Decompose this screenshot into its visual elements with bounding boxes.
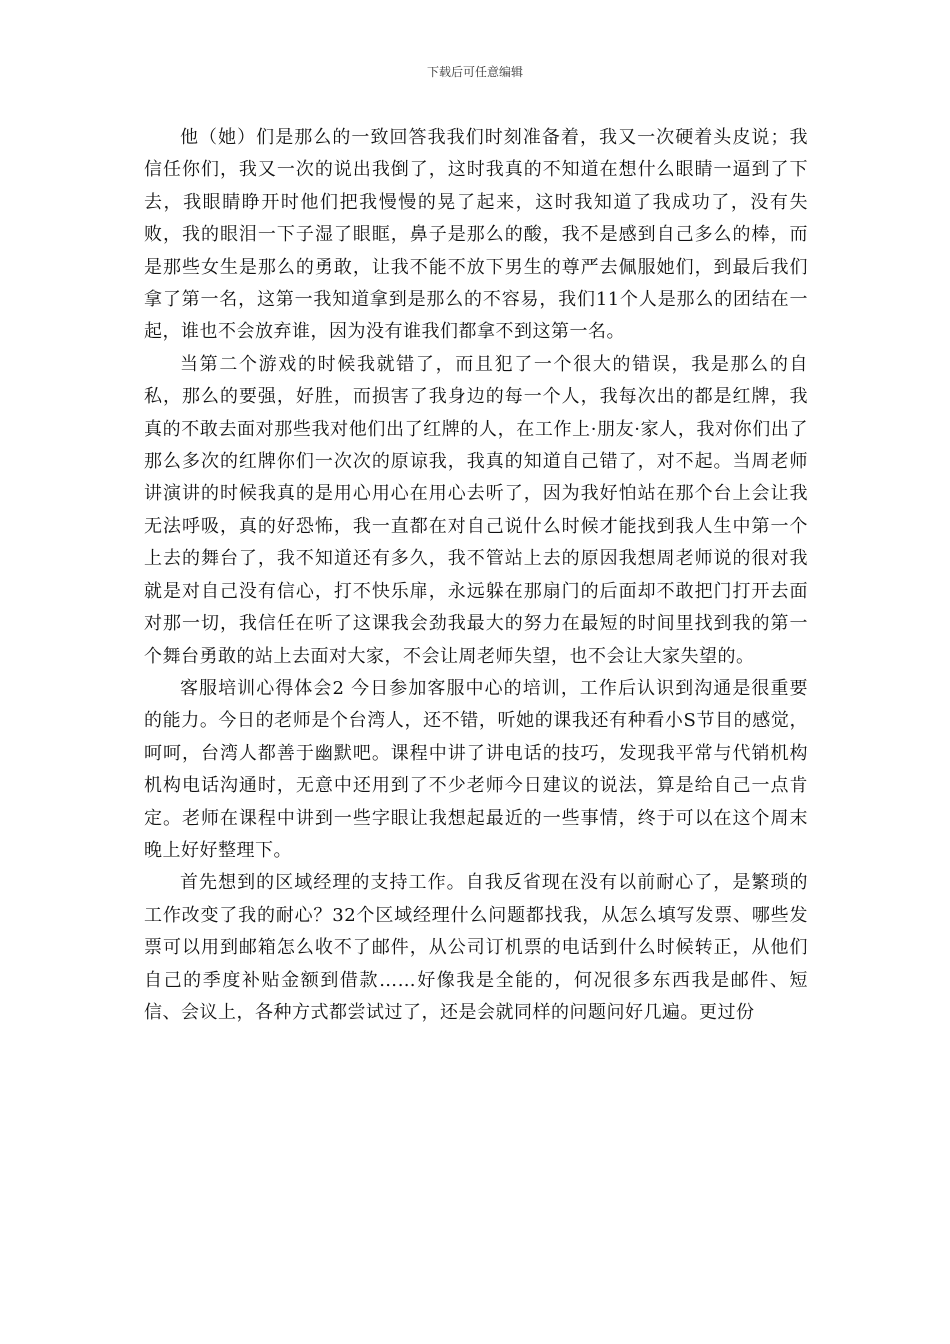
- document-body: [144, 122, 808, 1029]
- paragraph: 客服培训心得体会2 今日参加客服中心的培训，工作后认识到沟通是很重要的能力。今日的老师是个台湾人，还不错，听她的课我还有种看小S节目的感觉，呵呵，台湾人都善于幽默吧。课程中讲了讲电话的技巧，发现我平常与代销机构机构电话沟通时，无意中还用到了不少老师今日建议的说法，算是给自己一点肯定。老师在课程中讲到一些字眼让我想起最近的一些事情，终于可以在这个周末晚上好好整理下。: [144, 677, 808, 861]
- paragraph: 他（她）们是那么的一致回答我我们时刻准备着，我又一次硬着头皮说；我信任你们，我又一次的说出我倒了，这时我真的不知道在想什么眼睛一逼到了下去，我眼睛睁开时他们把我慢慢的晃了起来，这时我知道了我成功了，没有失败，我的眼泪一下子湿了眼眶，鼻子是那么的酸，我不是感到自己多么的棒，而是那些女生是那么的勇敢，让我不能不放下男生的尊严去佩服她们，到最后我们拿了第一名，这第一我知道拿到是那么的不容易，我们11个人是那么的团结在一起，谁也不会放弃谁，因为没有谁我们都拿不到这第一名。: [144, 127, 808, 343]
- page-header-note: 下载后可任意编辑: [426, 65, 523, 79]
- paragraph: 首先想到的区域经理的支持工作。自我反省现在没有以前耐心了，是繁琐的工作改变了我的耐心？32个区域经理什么问题都找我，从怎么填写发票、哪些发票可以用到邮箱怎么收不了邮件，从公司订机票的电话到什么时候转正，从他们自己的季度补贴金额到借款……好像我是全能的，何况很多东西我是邮件、短信、会议上，各种方式都尝试过了，还是会就同样的问题问好几遍。更过份: [144, 872, 808, 1023]
- paragraph: 当第二个游戏的时候我就错了，而且犯了一个很大的错误，我是那么的自私，那么的要强，好胜，而损害了我身边的每一个人，我每次出的都是红牌，我真的不敢去面对那些我对他们出了红牌的人，在工作上·朋友·家人，我对你们出了那么多次的红牌你们一次次的原谅我，我真的知道自己错了，对不起。当周老师讲演讲的时候我真的是用心用心在用心去听了，因为我好怕站在那个台上会让我无法呼吸，真的好恐怖，我一直都在对自己说什么时候才能找到我人生中第一个上去的舞台了，我不知道还有多久，我不管站上去的原因我想周老师说的很对我就是对自己没有信心，打不快乐扉，永远躲在那扇门的后面却不敢把门打开去面对那一切，我信任在听了这课我会劲我最大的努力在最短的时间里找到我的第一个舞台勇敢的站上去面对大家，不会让周老师失望，也不会让大家失望的。: [144, 353, 808, 667]
